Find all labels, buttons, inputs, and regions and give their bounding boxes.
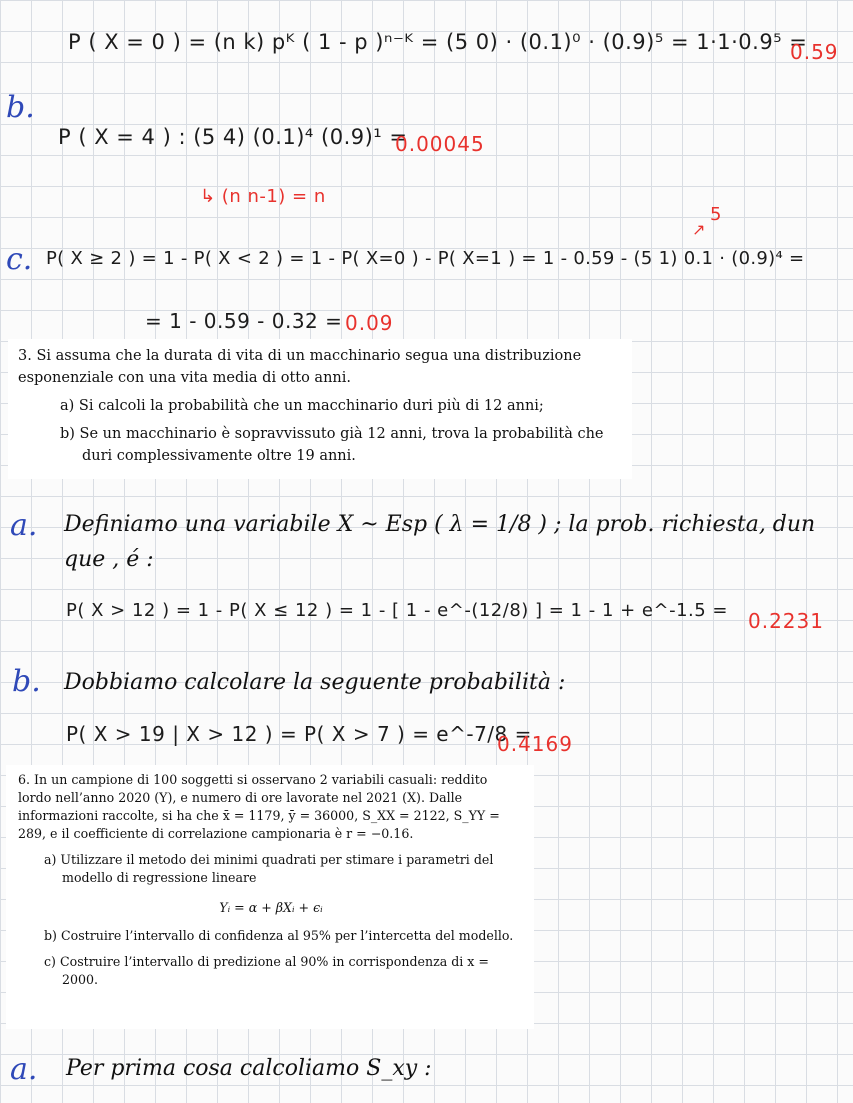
top-formula-expr: P ( X = 0 ) = (n k) pᴷ ( 1 - p )ⁿ⁻ᴷ = (5 0) · (0.1)⁰ · (0.9)⁵ = 1·1·0.9⁵ = — [68, 30, 808, 54]
part-c-line2: = 1 - 0.59 - 0.32 = — [145, 309, 343, 333]
sol3a-text2: que , é : — [64, 547, 154, 572]
sol3b-label: b. — [12, 664, 41, 699]
sol3a-answer: 0.2231 — [748, 609, 824, 633]
problem-6-card — [6, 765, 534, 1029]
problem-6-formula: Yᵢ = α + βXᵢ + ϵᵢ — [219, 900, 323, 915]
sol6a-text: Per prima cosa calcoliamo S_xy : — [66, 1056, 432, 1081]
top-formula-answer: 0.59 — [790, 40, 839, 64]
top-formula — [68, 30, 807, 54]
problem-3-card — [8, 339, 632, 479]
part-b-note: ↳ (n n-1) = n — [200, 186, 326, 207]
part-b-expr: P ( X = 4 ) : (5 4) (0.1)⁴ (0.9)¹ = — [58, 125, 408, 149]
part-b-label: b. — [6, 90, 35, 125]
problem-6-part-c: c) Costruire l’intervallo di predizione al 90% in corrispondenza di x = 2000. — [44, 954, 489, 987]
part-c-label: c. — [6, 242, 33, 277]
sol3a-text1: Definiamo una variabile X ~ Esp ( λ = 1/8 ) ; la prob. richiesta, dun — [64, 512, 816, 537]
part-b-answer: 0.00045 — [395, 132, 485, 156]
sol3a-expr: P( X > 12 ) = 1 - P( X ≤ 12 ) = 1 - [ 1 - e^-(12/8) ] = 1 - 1 + e^-1.5 = — [66, 600, 729, 621]
problem-6-part-a: a) Utilizzare il metodo dei minimi quadrati per stimare i parametri del modello di regressione lineare — [44, 852, 494, 885]
part-c-answer: 0.09 — [345, 311, 394, 335]
part-c-expr: P( X ≥ 2 ) = 1 - P( X < 2 ) = 1 - P( X=0 ) - P( X=1 ) = 1 - 0.59 - (5 1) 0.1 · (0.9)⁴ = — [46, 248, 805, 269]
sol6a-label: a. — [10, 1052, 38, 1087]
sol3b-expr: P( X > 19 | X > 12 ) = P( X > 7 ) = e^-7/8 = — [66, 722, 532, 746]
sol3b-answer: 0.4169 — [497, 732, 573, 756]
problem-3-part-b: b) Se un macchinario è sopravvissuto già 12 anni, trova la probabilità che duri complessivamente oltre 19 anni. — [60, 426, 604, 464]
problem-6-intro: 6. In un campione di 100 soggetti si osservano 2 variabili casuali: reddito lordo nell’anno 2020 (Y), e numero di ore lavorate nel 2021 (X). Dalle informazioni raccolte, si ha che x̄ = 1179, ȳ = 36000, S_XX = 2122, S_YY = 289, e il coefficiente di correlazione campionaria è r = −0.16. — [18, 772, 500, 841]
problem-3-part-a: a) Si calcoli la probabilità che un macchinario duri più di 12 anni; — [60, 398, 544, 414]
part-c-arrow-icon: ↗ — [692, 220, 706, 239]
problem-6-part-b: b) Costruire l’intervallo di confidenza al 95% per l’intercetta del modello. — [44, 928, 514, 943]
part-c-annotation: 5 — [710, 204, 723, 225]
problem-3-intro: 3. Si assuma che la durata di vita di un macchinario segua una distribuzione esponenziale con una vita media di otto anni. — [18, 348, 582, 386]
sol3a-label: a. — [10, 508, 38, 543]
sol3b-text: Dobbiamo calcolare la seguente probabilità : — [64, 670, 566, 695]
